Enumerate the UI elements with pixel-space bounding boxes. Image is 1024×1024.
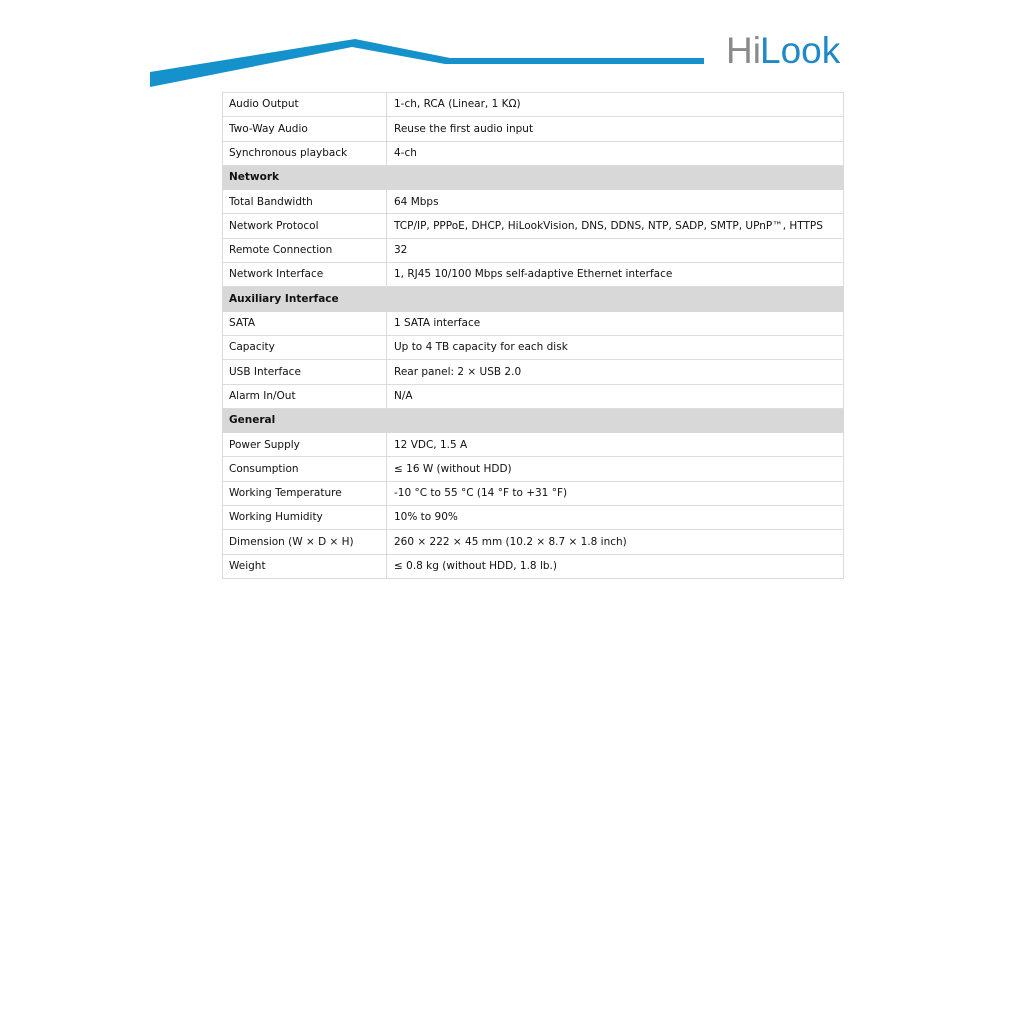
spec-label: Alarm In/Out [223,384,387,408]
spec-value: 1, RJ45 10/100 Mbps self-adaptive Ethernet interface [387,263,844,287]
spec-value: 1-ch, RCA (Linear, 1 KΩ) [387,93,844,117]
section-header-row [223,165,844,189]
table-row [223,335,844,359]
spec-label: Consumption [223,457,387,481]
header-swoosh [0,0,1024,100]
logo-text-hi: Hi [726,30,761,71]
hilook-logo [724,28,848,72]
table-row [223,238,844,262]
logo-text-look: Look [760,30,841,71]
spec-value: N/A [387,384,844,408]
spec-value: ≤ 0.8 kg (without HDD, 1.8 lb.) [387,554,844,578]
spec-value: Up to 4 TB capacity for each disk [387,335,844,359]
table-row [223,263,844,287]
spec-value: 4-ch [387,141,844,165]
spec-value: -10 °C to 55 °C (14 °F to +31 °F) [387,481,844,505]
spec-label: Network Interface [223,263,387,287]
spec-label: Audio Output [223,93,387,117]
spec-table [222,92,844,579]
spec-value: TCP/IP, PPPoE, DHCP, HiLookVision, DNS, DDNS, NTP, SADP, SMTP, UPnP™, HTTPS [387,214,844,238]
table-row [223,311,844,335]
table-row [223,554,844,578]
spec-label: Weight [223,554,387,578]
spec-label: Network Protocol [223,214,387,238]
spec-label: Remote Connection [223,238,387,262]
spec-label: Capacity [223,335,387,359]
table-row [223,457,844,481]
spec-label: Total Bandwidth [223,190,387,214]
section-header-row [223,408,844,432]
table-row [223,214,844,238]
spec-value: ≤ 16 W (without HDD) [387,457,844,481]
table-row [223,93,844,117]
spec-value: Reuse the first audio input [387,117,844,141]
spec-value: 10% to 90% [387,506,844,530]
spec-label: Synchronous playback [223,141,387,165]
table-row [223,141,844,165]
table-row [223,433,844,457]
table-row [223,384,844,408]
spec-label: Dimension (W × D × H) [223,530,387,554]
spec-value: 64 Mbps [387,190,844,214]
spec-value: 260 × 222 × 45 mm (10.2 × 8.7 × 1.8 inch) [387,530,844,554]
section-title: Network [223,165,844,189]
spec-label: Two-Way Audio [223,117,387,141]
spec-value: 12 VDC, 1.5 A [387,433,844,457]
table-row [223,117,844,141]
spec-label: Working Humidity [223,506,387,530]
table-row [223,481,844,505]
spec-label: Power Supply [223,433,387,457]
table-row [223,360,844,384]
spec-value: 32 [387,238,844,262]
section-header-row [223,287,844,311]
table-row [223,530,844,554]
spec-label: SATA [223,311,387,335]
section-title: General [223,408,844,432]
table-row [223,190,844,214]
spec-label: USB Interface [223,360,387,384]
section-title: Auxiliary Interface [223,287,844,311]
spec-label: Working Temperature [223,481,387,505]
table-row [223,506,844,530]
spec-value: 1 SATA interface [387,311,844,335]
spec-value: Rear panel: 2 × USB 2.0 [387,360,844,384]
spec-table-body [223,93,844,579]
